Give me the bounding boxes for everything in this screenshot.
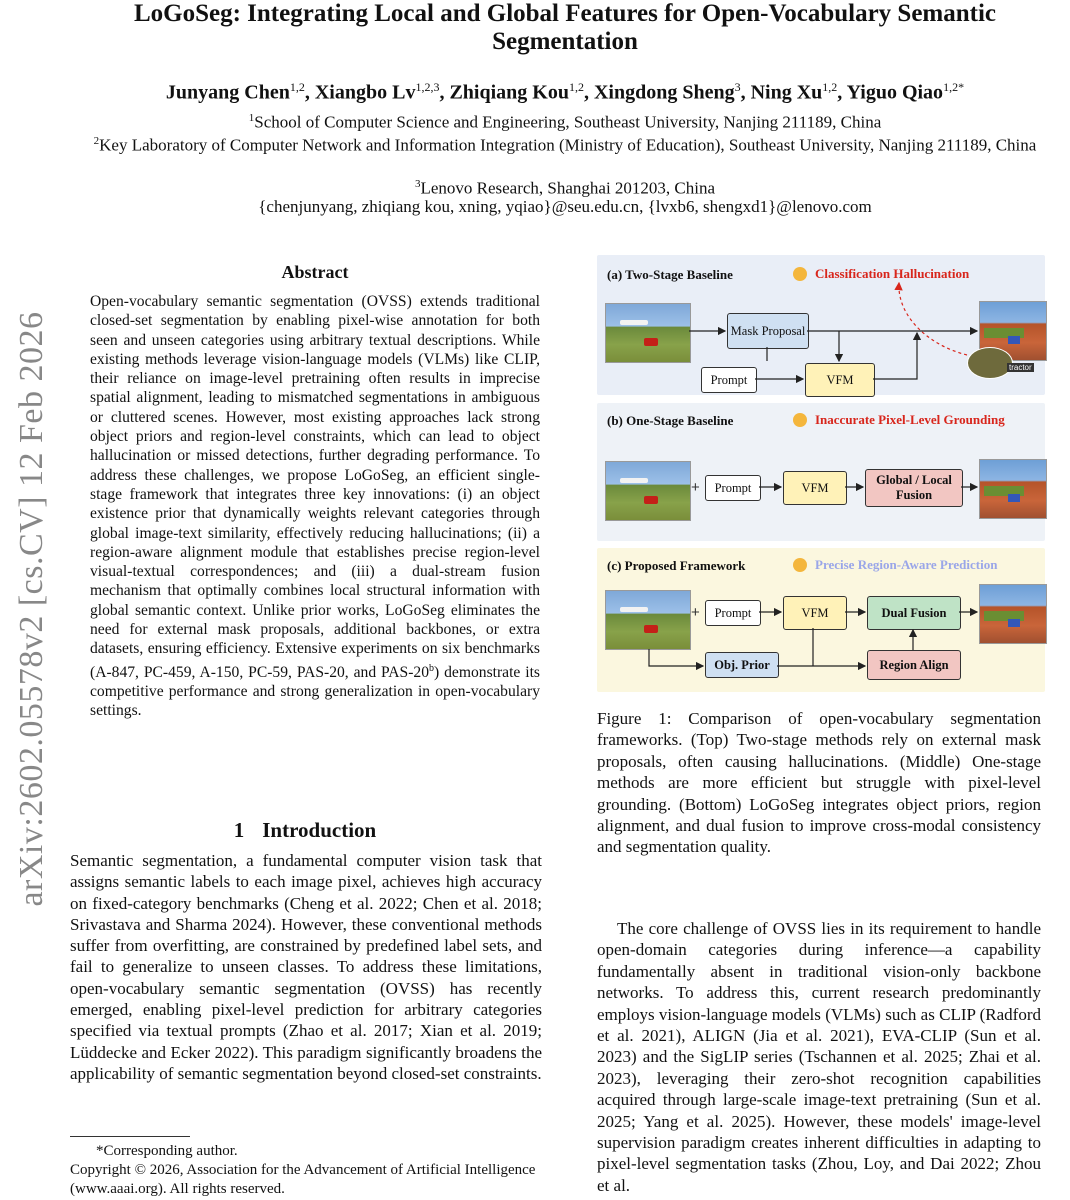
figure-1 <box>597 255 1045 692</box>
corresponding-author-note: *Corresponding author. <box>96 1143 238 1159</box>
panel-b-label: (b) One-Stage Baseline <box>607 413 734 428</box>
author-affiliation-sup: 1,2 <box>568 80 584 94</box>
author-affiliation-sup: 1,2 <box>289 80 305 94</box>
global-local-fusion-box: Global / Local Fusion <box>865 469 963 507</box>
object-prior-box: Obj. Prior <box>705 652 779 678</box>
plus-sign: + <box>691 479 700 496</box>
vfm-box: VFM <box>783 471 847 505</box>
prompt-box: Prompt <box>701 367 757 393</box>
arxiv-stamp: arXiv:2602.05578v2 [cs.CV] 12 Feb 2026 <box>13 311 50 907</box>
tractor-label: tractor <box>1009 363 1032 372</box>
figure-arrows <box>597 255 1045 692</box>
copyright-note: Copyright © 2026, Association for the Advancement of Artificial Intelligence (www.aaai.org). All rights reserved. <box>70 1162 536 1197</box>
author-affiliation-sup: 3 <box>734 80 741 94</box>
author-name: Xingdong Sheng <box>593 81 735 104</box>
panel-b-note: Inaccurate Pixel-Level Grounding <box>815 412 1005 427</box>
intro-paragraph-right: The core challenge of OVSS lies in its requirement to handle open-domain categories during inference—a capability fundamentally absent in traditional vision-only backbone networks. To address this, current research predominantly employs vision-language models (VLMs) such as CLIP (Radford et al. 2021), ALIGN (Jia et al. 2021), EVA-CLIP (Sun et al. 2023) and the SigLIP series (Tschannen et al. 2025; Zhai et al. 2023), leveraging their zero-shot recognition capabilities acquired through large-scale image-text pretraining (Sun et al. 2025; Yang et al. 2025). However, these models' image-level supervision paradigm creates inherent difficulties in adapting to pixel-level segmentation tasks (Zhou, Loy, and Dai 2022; Zhou et al. <box>597 919 1041 1195</box>
affiliation-3: $^3$Lenovo Research, Shanghai 201203, China <box>414 178 716 198</box>
author-affiliation-sup: 1,2* <box>943 80 965 94</box>
author-affiliation-sup: 1,2,3 <box>415 80 440 94</box>
paper-title: LoGoSeg: Integrating Local and Global Features for Open-Vocabulary Semantic Segmentation <box>133 0 997 55</box>
panel-a-note: Classification Hallucination <box>815 266 970 281</box>
footnote <box>70 1142 542 1199</box>
abstract-heading: Abstract <box>281 262 349 282</box>
prompt-box: Prompt <box>705 475 761 501</box>
author-emails: {chenjunyang, zhiqiang kou, xning, yqiao}@seu.edu.cn, {lvxb6, shengxd1}@lenovo.com <box>258 197 872 216</box>
author-name: Junyang Chen <box>165 81 290 104</box>
author-name: Zhiqiang Kou <box>449 81 569 104</box>
region-align-box: Region Align <box>867 650 961 680</box>
footnote-rule <box>70 1136 190 1137</box>
figure-1-caption: Figure 1: Comparison of open-vocabulary segmentation frameworks. (Top) Two-stage methods rely on external mask proposals, often causing hallucinations. (Middle) One-stage methods are more efficient but struggle with pixel-level grounding. (Bottom) LoGoSeg integrates object priors, region alignment, and dual fusion to improve cross-modal consistency and segmentation quality. <box>597 709 1041 857</box>
panel-c-note: Precise Region-Aware Prediction <box>815 557 998 572</box>
author-name: Yiguo Qiao <box>846 81 944 104</box>
author-name: Xiangbo Lv <box>314 81 416 104</box>
panel-a-label: (a) Two-Stage Baseline <box>607 267 733 282</box>
panel-c-label: (c) Proposed Framework <box>607 558 746 573</box>
intro-paragraph-left: Semantic segmentation, a fundamental computer vision task that assigns semantic labels to each image pixel, achieves high accuracy on fixed-category benchmarks (Cheng et al. 2022; Chen et al. 2018; Srivastava and Sharma 2024). However, these conventional methods suffer from overfitting, are constrained by predefined label sets, and fail to generalize to unseen classes. To address these limitations, open-vocabulary semantic segmentation (OVSS) has recently emerged, enabling pixel-level prediction for arbitrary categories specified via textual prompts (Zhao et al. 2017; Xian et al. 2019; Lüddecke and Ecker 2022). This paradigm significantly broadens the applicability of semantic segmentation beyond closed-set constraints. <box>70 851 542 1083</box>
mask-proposal-box: Mask Proposal <box>727 313 809 349</box>
abstract-text: Open-vocabulary semantic segmentation (OVSS) extends traditional closed-set segmentation by enabling pixel-wise annotation for both seen and unseen categories using arbitrary textual descriptions. While existing methods leverage vision-language models (VLMs) like CLIP, their reliance on image-level pretraining often results in imprecise spatial alignment, leading to mismatched segmentations in ambiguous or cluttered scenes. However, most existing approaches lack strong object priors and region-level constraints, which can lead to object hallucination or missed detections, further degrading performance. To address these challenges, we propose LoGoSeg, an efficient single-stage framework that integrates three key innovations: (i) an object existence prior that dynamically weights relevant categories through global image-text similarity, effectively reducing hallucinations; (ii) a region-aware alignment module that establishes precise region-level visual-textual correspondences; and (iii) a dual-stream fusion mechanism that optimally combines local structural information with global semantic context. Unlike prior works, LoGoSeg eliminates the need for external mask proposals, additional backbones, or extra datasets, ensuring efficiency. Extensive experiments on six benchmarks (A-847, PC-459, A-150, PC-59, PAS-20, and PAS-20$^b$) demonstrate its competitive performance and strong generalization in open-vocabulary settings. <box>90 293 540 720</box>
affiliation-2: $^2$Key Laboratory of Computer Network and Information Integration (Ministry of Education), Southeast University, Nanjing 211189, China <box>93 135 1037 155</box>
section-heading-introduction: 1 Introduction <box>233 818 377 842</box>
affiliation-1: $^1$School of Computer Science and Engineering, Southeast University, Nanjing 211189, China <box>248 112 882 132</box>
vfm-box: VFM <box>805 363 875 397</box>
prompt-box: Prompt <box>705 600 761 626</box>
vfm-box: VFM <box>783 596 847 630</box>
dual-fusion-box: Dual Fusion <box>867 596 961 630</box>
author-name: Ning Xu <box>750 81 823 104</box>
author-list: Junyang Chen$^{1,2}$, Xiangbo Lv$^{1,2,3}$, Zhiqiang Kou$^{1,2}$, Xingdong Sheng$^3$, Ning Xu$^{1,2}$, Yiguo Qiao$^{1,2*}$ <box>165 80 965 104</box>
plus-sign: + <box>691 604 700 621</box>
author-affiliation-sup: 1,2 <box>822 80 838 94</box>
